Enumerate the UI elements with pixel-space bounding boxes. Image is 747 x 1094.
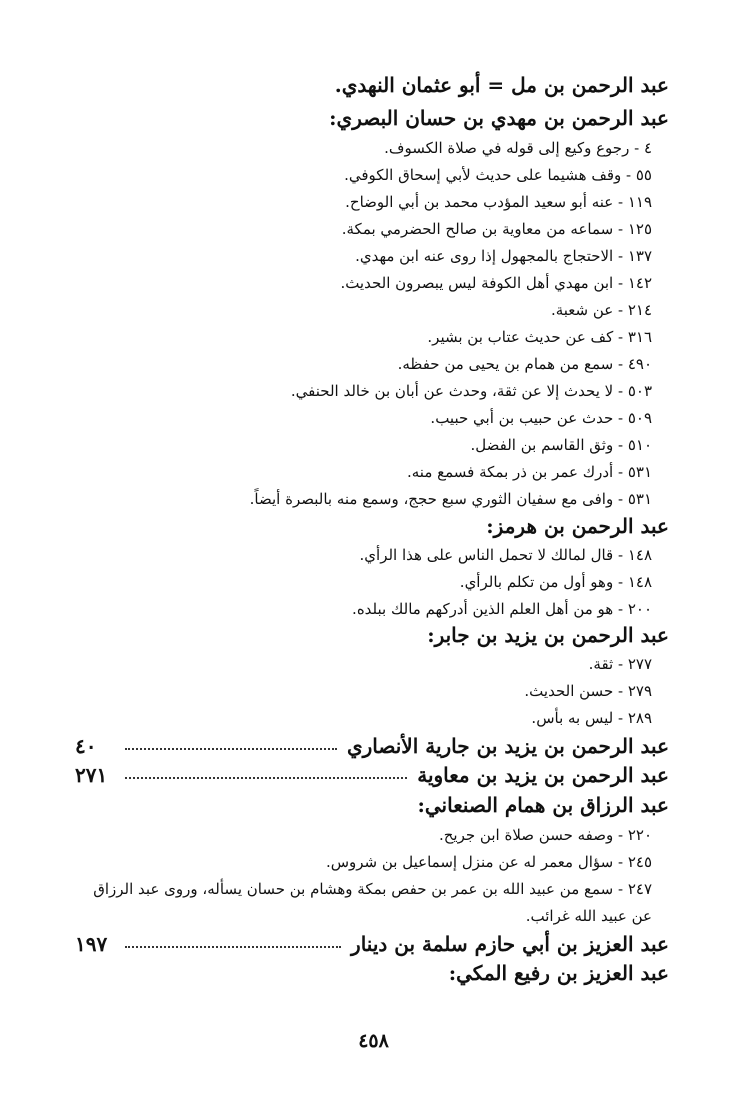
index-heading: عبد الرحمن بن مل = أبو عثمان النهدي. xyxy=(334,73,669,97)
leader-page-number: ١٩٧ xyxy=(75,932,108,956)
index-leader-entry xyxy=(75,929,669,959)
index-entry: ٢٧٧ - ثقة. xyxy=(588,655,652,673)
leader-dots xyxy=(125,946,341,948)
index-entry: ٥٠٩ - حدث عن حبيب بن أبي حبيب. xyxy=(430,409,652,427)
index-heading: عبد الرحمن بن يزيد بن جابر: xyxy=(427,623,669,647)
index-entry: ١٣٧ - الاحتجاج بالمجهول إذا روى عنه ابن مهدي. xyxy=(355,247,652,265)
leader-entry-name: عبد الرحمن بن يزيد بن معاوية xyxy=(417,763,669,787)
index-entry: ٢٨٩ - ليس به بأس. xyxy=(531,709,652,727)
index-leader-entry xyxy=(75,731,669,761)
leader-dots xyxy=(125,748,337,750)
index-entry: ٢٤٧ - سمع من عبيد الله بن عمر بن حفص بمكة وهشام بن حسان يسأله، وروى عبد الرزاق عن عبيد الله غرائب. xyxy=(93,880,652,925)
index-entry: ٥٣١ - وافى مع سفيان الثوري سبع حجج، وسمع منه بالبصرة أيضاً. xyxy=(249,490,652,508)
leader-page-number: ٤٠ xyxy=(75,734,97,758)
index-entry: ٢٤٥ - سؤال معمر له عن منزل إسماعيل بن شروس. xyxy=(325,853,652,871)
index-leader-entry xyxy=(75,760,669,790)
page-number: ٤٥٨ xyxy=(358,1030,389,1052)
index-entry: ٥١٠ - وثق القاسم بن الفضل. xyxy=(470,436,652,454)
index-entry: ٢١٤ - عن شعبة. xyxy=(550,301,652,319)
leader-dots xyxy=(125,777,407,779)
index-entry: ١٤٨ - قال لمالك لا تحمل الناس على هذا الرأي. xyxy=(359,546,652,564)
index-entry: ٢٠٠ - هو من أهل العلم الذين أدركهم مالك ببلده. xyxy=(352,600,652,618)
index-entry: ١٢٥ - سماعه من معاوية بن صالح الحضرمي بمكة. xyxy=(341,220,652,238)
index-entry: ٤٩٠ - سمع من همام بن يحيى من حفظه. xyxy=(397,355,652,373)
index-heading: عبد الرحمن بن هرمز: xyxy=(486,514,669,538)
index-entry: ١٤٢ - ابن مهدي أهل الكوفة ليس يبصرون الحديث. xyxy=(340,274,652,292)
index-entry: ٥٠٣ - لا يحدث إلا عن ثقة، وحدث عن أبان بن خالد الحنفي. xyxy=(290,382,652,400)
index-entry: ١١٩ - عنه أبو سعيد المؤدب محمد بن أبي الوضاح. xyxy=(345,193,652,211)
index-heading: عبد الرزاق بن همام الصنعاني: xyxy=(417,793,669,817)
index-entry: ٢٧٩ - حسن الحديث. xyxy=(524,682,652,700)
leader-page-number: ٢٧١ xyxy=(75,763,108,787)
index-entry: ٣١٦ - كف عن حديث عتاب بن بشير. xyxy=(427,328,652,346)
index-entry: ٥٣١ - أدرك عمر بن ذر بمكة فسمع منه. xyxy=(406,463,652,481)
index-entry: ١٤٨ - وهو أول من تكلم بالرأي. xyxy=(459,573,652,591)
leader-entry-name: عبد الرحمن بن يزيد بن جارية الأنصاري xyxy=(346,734,669,758)
index-heading: عبد الرحمن بن مهدي بن حسان البصري: xyxy=(329,106,669,130)
index-heading: عبد العزيز بن رفيع المكي: xyxy=(448,961,669,985)
index-entry: ٢٢٠ - وصفه حسن صلاة ابن جريح. xyxy=(438,826,652,844)
index-entry: ٤ - رجوع وكيع إلى قوله في صلاة الكسوف. xyxy=(384,139,652,157)
index-entry: ٥٥ - وقف هشيما على حديث لأبي إسحاق الكوفي. xyxy=(344,166,652,184)
leader-entry-name: عبد العزيز بن أبي حازم سلمة بن دينار xyxy=(351,932,669,956)
